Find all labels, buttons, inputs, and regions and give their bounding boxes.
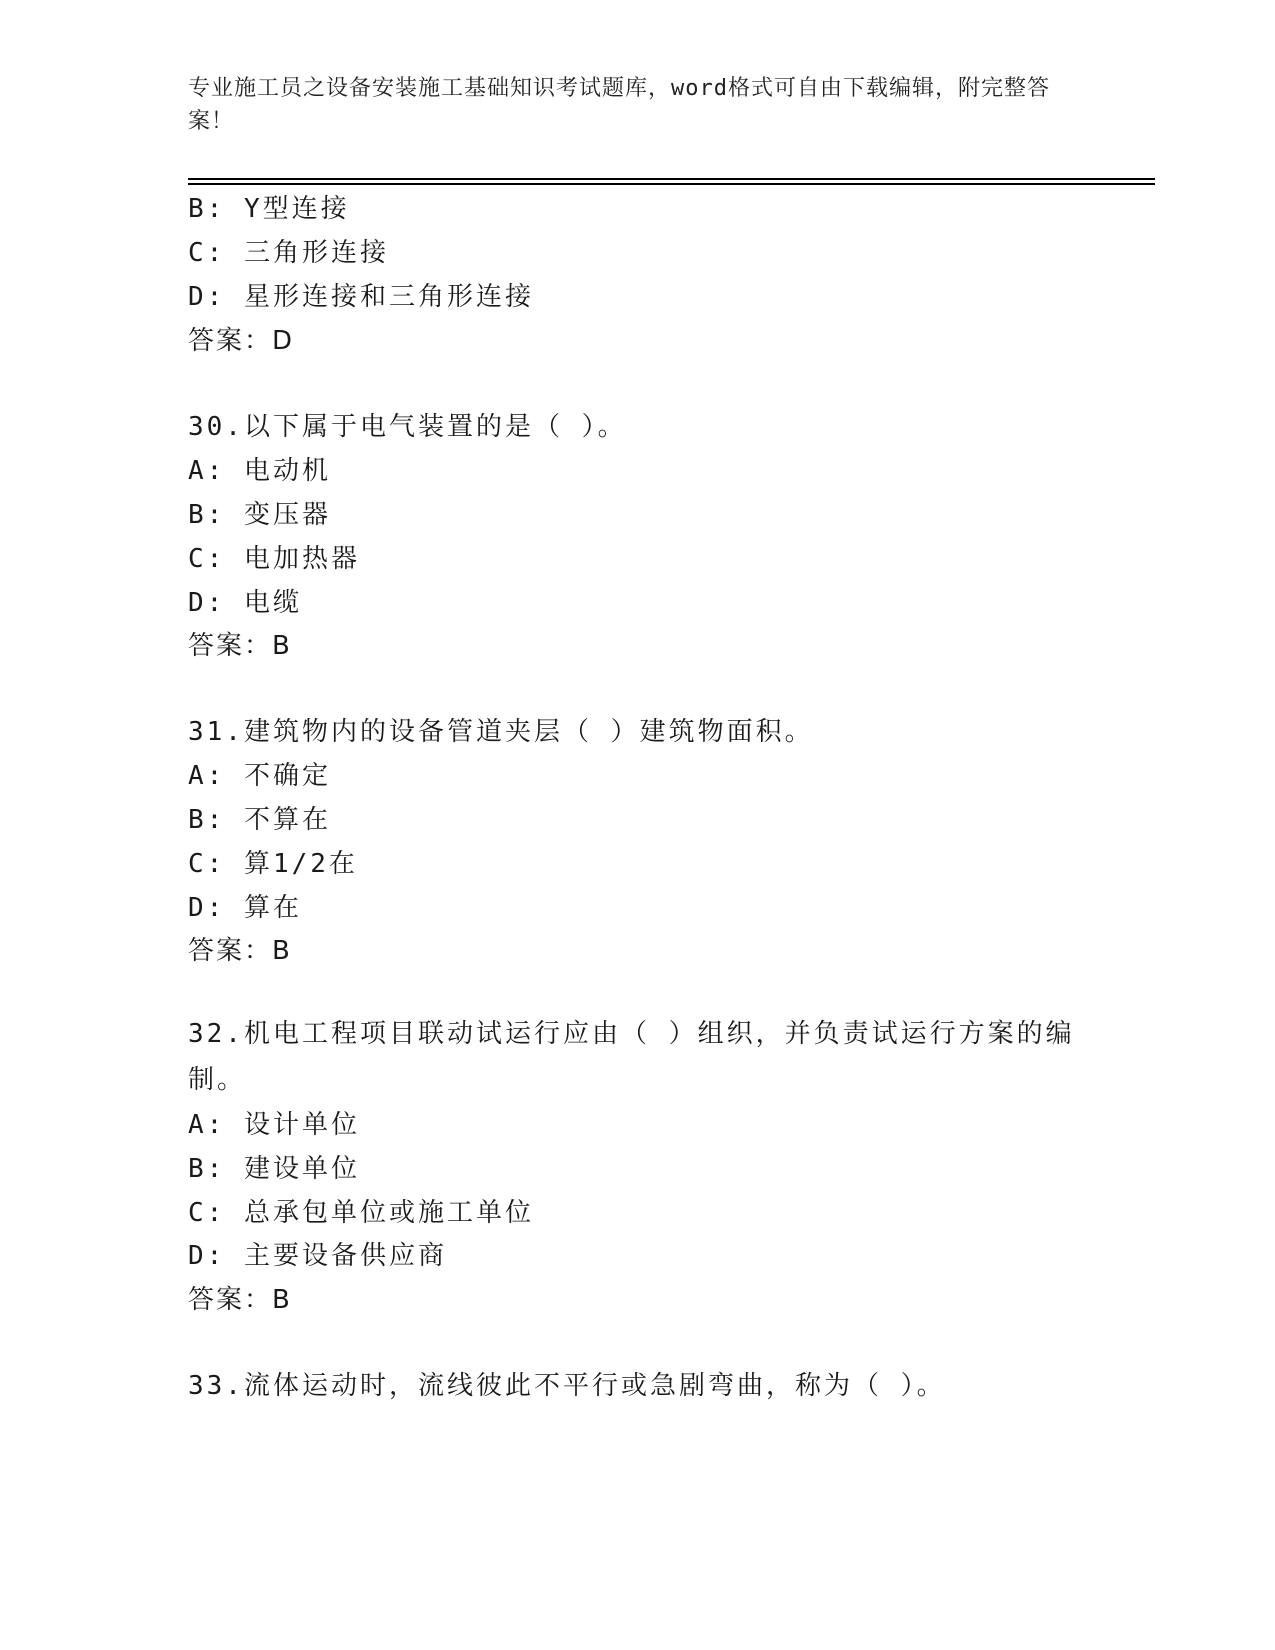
q31-option-a: A: 不确定 xyxy=(188,761,331,791)
q32-option-a: A: 设计单位 xyxy=(188,1110,360,1140)
q30-option-c: C: 电加热器 xyxy=(188,544,360,574)
q32-option-c: C: 总承包单位或施工单位 xyxy=(188,1198,534,1228)
q31-option-d: D: 算在 xyxy=(188,893,302,923)
q33-question: 33.流体运动时，流线彼此不平行或急剧弯曲，称为（ ）。 xyxy=(188,1371,946,1401)
q32-question: 32.机电工程项目联动试运行应由（ ）组织，并负责试运行方案的编制。 xyxy=(188,1019,1075,1095)
q32-option-b: B: 建设单位 xyxy=(188,1154,360,1184)
q30-option-b: B: 变压器 xyxy=(188,500,331,530)
document-header: 专业施工员之设备安装施工基础知识考试题库，word格式可自由下载编辑，附完整答案！ xyxy=(188,76,1050,134)
q29-option-d: D: 星形连接和三角形连接 xyxy=(188,282,534,312)
q31-question: 31.建筑物内的设备管道夹层（ ）建筑物面积。 xyxy=(188,717,814,747)
q32-option-d: D: 主要设备供应商 xyxy=(188,1241,447,1271)
q31-answer: 答案：B xyxy=(188,936,292,966)
q30-option-a: A: 电动机 xyxy=(188,456,331,486)
q31-option-b: B: 不算在 xyxy=(188,805,331,835)
q29-option-c: C: 三角形连接 xyxy=(188,238,389,268)
q32-answer: 答案：B xyxy=(188,1285,292,1315)
q29-option-b: B: Y型连接 xyxy=(188,194,350,224)
q31-option-c: C: 算1/2在 xyxy=(188,849,358,879)
q30-answer: 答案：B xyxy=(188,631,292,661)
q30-question: 30.以下属于电气装置的是（ ）。 xyxy=(188,412,627,442)
header-divider-top xyxy=(188,178,1155,180)
q29-answer: 答案：D xyxy=(188,326,295,356)
q30-option-d: D: 电缆 xyxy=(188,588,302,618)
header-divider-bottom xyxy=(188,183,1155,185)
